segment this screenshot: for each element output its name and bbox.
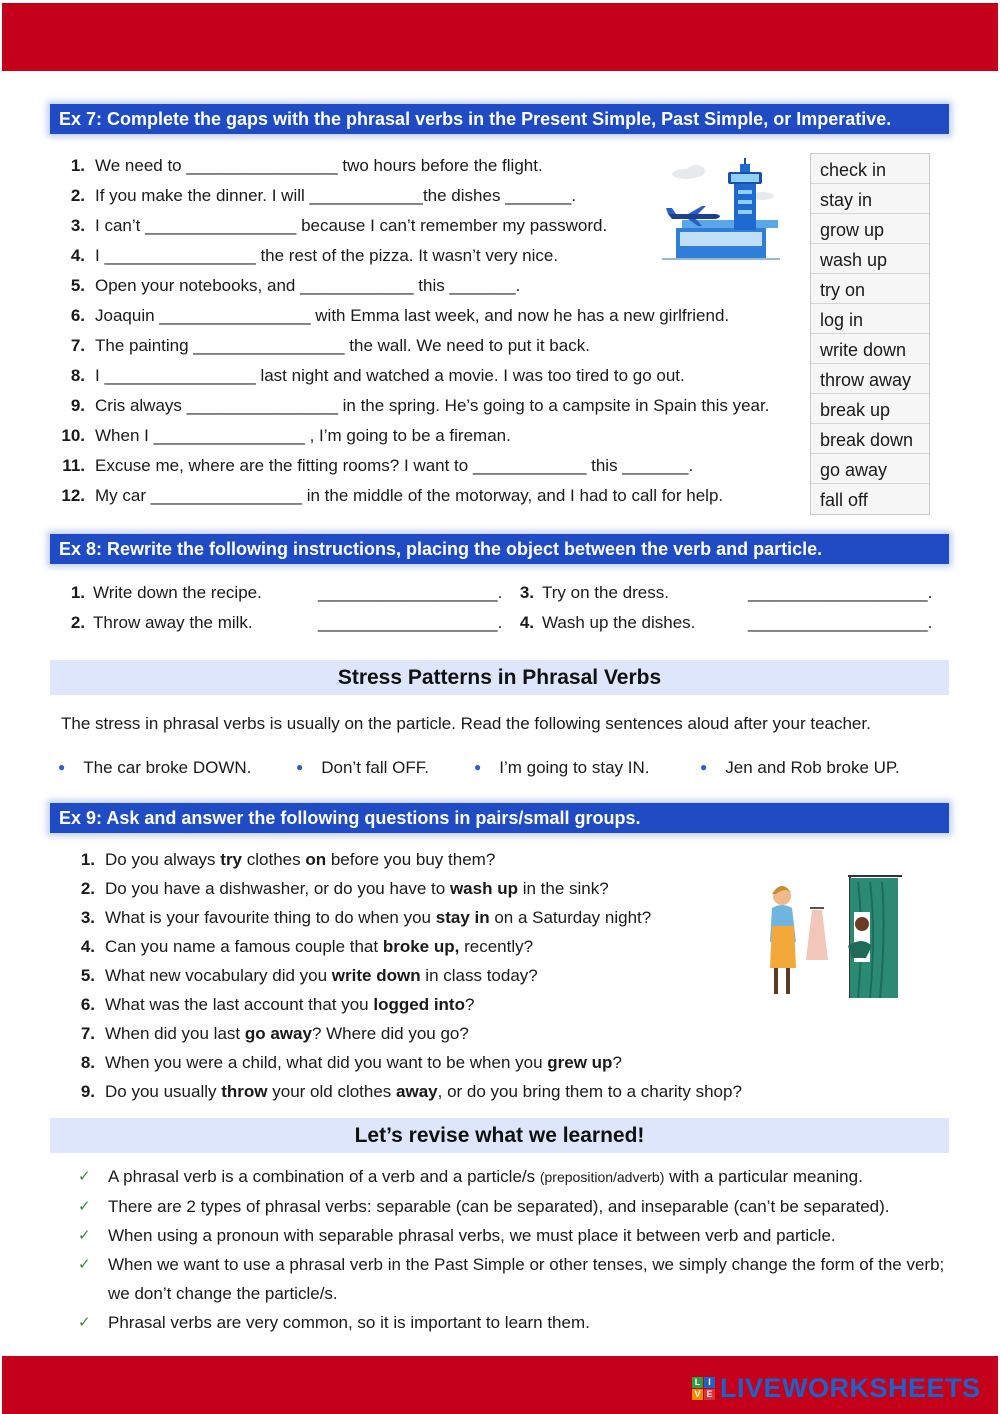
item-text: Wash up the dishes.	[542, 613, 696, 632]
stress-example	[58, 758, 251, 778]
list-item	[55, 391, 805, 421]
item-number: 8.	[80, 1053, 95, 1072]
stress-example-text: The car broke DOWN.	[83, 758, 252, 777]
item-number: 1.	[80, 850, 95, 869]
ex8-item	[512, 608, 933, 638]
item-number: 8.	[70, 366, 85, 385]
item-number: 12.	[61, 486, 85, 505]
item-number: 11.	[62, 456, 85, 475]
item-number: 6.	[70, 306, 85, 325]
word-bank	[810, 153, 930, 515]
item-text[interactable]: Open your notebooks, and ____________ this _______.	[95, 276, 521, 295]
item-text: Write down the recipe.	[93, 583, 262, 602]
ex8-item	[63, 578, 503, 608]
item-number: 5.	[80, 966, 95, 985]
list-item	[55, 331, 805, 361]
item-number: 1.	[70, 583, 85, 602]
list-item	[65, 1077, 825, 1106]
stress-example-text: Don’t fall OFF.	[321, 758, 429, 777]
item-text: What was the last account that you logged into?	[105, 995, 475, 1014]
revise-list	[78, 1162, 948, 1337]
stress-example-text: Jen and Rob broke UP.	[725, 758, 900, 777]
answer-blank[interactable]: ___________________.	[318, 583, 503, 602]
check-icon: ✓	[78, 1198, 91, 1215]
item-number: 5.	[70, 276, 85, 295]
item-number: 6.	[80, 995, 95, 1014]
bullet-icon: ●	[474, 760, 482, 774]
list-item: ✓ Phrasal verbs are very common, so it is important to learn them.	[78, 1308, 948, 1337]
item-number: 3.	[80, 908, 95, 927]
item-number: 7.	[70, 336, 85, 355]
word-bank-item[interactable]: break up	[811, 394, 929, 424]
item-number: 7.	[80, 1024, 95, 1043]
item-text[interactable]: When I ________________ , I’m going to be a fireman.	[95, 426, 511, 445]
check-icon: ✓	[78, 1314, 91, 1331]
item-text: When you were a child, what did you want to be when you grew up?	[105, 1053, 622, 1072]
item-number: 9.	[80, 1082, 95, 1101]
bullet-icon: ●	[58, 760, 66, 774]
list-item	[65, 1048, 825, 1077]
item-text: Try on the dress.	[542, 583, 669, 602]
top-banner	[2, 3, 998, 71]
stress-example-text: I’m going to stay IN.	[499, 758, 650, 777]
word-bank-item[interactable]: check in	[811, 154, 929, 184]
answer-blank[interactable]: ___________________.	[748, 613, 933, 632]
word-bank-item[interactable]: try on	[811, 274, 929, 304]
airport-illustration	[662, 158, 780, 262]
list-item	[65, 903, 825, 932]
check-icon: ✓	[78, 1256, 91, 1273]
item-number: 1.	[70, 156, 85, 175]
bullet-icon: ●	[296, 760, 304, 774]
ex9-list	[65, 845, 825, 1106]
list-item: ✓ A phrasal verb is a combination of a verb and a particle/s (preposition/adverb) with a particular meaning.	[78, 1162, 948, 1192]
list-item	[55, 421, 805, 451]
item-text[interactable]: Joaquin ________________ with Emma last week, and now he has a new girlfriend.	[95, 306, 730, 325]
stress-example	[296, 758, 429, 778]
list-item	[55, 361, 805, 391]
item-text: What is your favourite thing to do when you stay in on a Saturday night?	[105, 908, 652, 927]
revise-title: Let’s revise what we learned!	[50, 1118, 949, 1153]
item-number: 4.	[80, 937, 95, 956]
item-number: 9.	[70, 396, 85, 415]
word-bank-item[interactable]: write down	[811, 334, 929, 364]
answer-blank[interactable]: ___________________.	[748, 583, 933, 602]
bullet-icon: ●	[700, 760, 708, 774]
item-text[interactable]: Excuse me, where are the fitting rooms? I want to ____________ this _______.	[95, 456, 694, 475]
item-text: When did you last go away? Where did you go?	[105, 1024, 469, 1043]
item-number: 4.	[70, 246, 85, 265]
liveworksheets-logo[interactable]	[692, 1373, 981, 1403]
ex8-header: Ex 8: Rewrite the following instructions, placing the object between the verb and particle.	[50, 534, 949, 564]
word-bank-item[interactable]: break down	[811, 424, 929, 454]
item-text: Throw away the milk.	[93, 613, 253, 632]
list-item	[65, 874, 825, 903]
item-text: Do you have a dishwasher, or do you have to wash up in the sink?	[105, 879, 609, 898]
item-number: 2.	[70, 613, 85, 632]
item-text[interactable]: We need to ________________ two hours before the flight.	[95, 156, 543, 175]
stress-example	[474, 758, 649, 778]
item-text[interactable]: I ________________ the rest of the pizza. It wasn’t very nice.	[95, 246, 559, 265]
list-item	[55, 301, 805, 331]
item-number: 2.	[70, 186, 85, 205]
stress-intro: The stress in phrasal verbs is usually on the particle. Read the following sentences aloud after your teacher.	[61, 714, 871, 733]
logo-blocks-icon: L I V E	[692, 1377, 715, 1400]
list-item	[65, 961, 825, 990]
stress-example	[700, 758, 900, 778]
answer-blank[interactable]: ___________________.	[318, 613, 503, 632]
item-number: 10.	[61, 426, 85, 445]
item-text[interactable]: I ________________ last night and watched a movie. I was too tired to go out.	[95, 366, 685, 385]
ex9-header: Ex 9: Ask and answer the following questions in pairs/small groups.	[50, 803, 949, 833]
item-text: What new vocabulary did you write down in class today?	[105, 966, 538, 985]
list-item: ✓ There are 2 types of phrasal verbs: separable (can be separated), and inseparable (can’t be separated).	[78, 1192, 948, 1221]
fitting-room-illustration	[762, 872, 902, 1004]
ex8-item	[63, 608, 503, 638]
list-item	[65, 990, 825, 1019]
list-item: ✓ When using a pronoun with separable phrasal verbs, we must place it between verb and particle.	[78, 1221, 948, 1250]
stress-title: Stress Patterns in Phrasal Verbs	[50, 660, 949, 695]
word-bank-item[interactable]: grow up	[811, 214, 929, 244]
word-bank-item[interactable]: throw away	[811, 364, 929, 394]
item-number: 4.	[519, 613, 534, 632]
item-text[interactable]: My car ________________ in the middle of the motorway, and I had to call for help.	[95, 486, 724, 505]
item-text[interactable]: Cris always ________________ in the spring. He’s going to a campsite in Spain this year.	[95, 396, 770, 415]
word-bank-item[interactable]: wash up	[811, 244, 929, 274]
list-item	[65, 932, 825, 961]
list-item	[55, 481, 805, 511]
item-number: 2.	[80, 879, 95, 898]
item-number: 3.	[70, 216, 85, 235]
word-bank-item[interactable]: stay in	[811, 184, 929, 214]
list-item	[65, 845, 825, 874]
word-bank-item[interactable]: go away	[811, 454, 929, 484]
item-text[interactable]: The painting ________________ the wall. We need to put it back.	[95, 336, 590, 355]
ex8-item	[512, 578, 933, 608]
item-text: Do you always try clothes on before you buy them?	[105, 850, 496, 869]
list-item: ✓ When we want to use a phrasal verb in the Past Simple or other tenses, we simply change the form of the verb; we don’t change the particle/s.	[78, 1250, 948, 1308]
logo-text: LIVEWORKSHEETS	[720, 1372, 981, 1403]
list-item	[65, 1019, 825, 1048]
check-icon: ✓	[78, 1168, 91, 1185]
check-icon: ✓	[78, 1227, 91, 1244]
word-bank-item[interactable]: log in	[811, 304, 929, 334]
list-item	[55, 271, 805, 301]
word-bank-item[interactable]: fall off	[820, 490, 868, 510]
item-text: Do you usually throw your old clothes away, or do you bring them to a charity shop?	[105, 1082, 742, 1101]
item-number: 3.	[519, 583, 534, 602]
item-text[interactable]: I can’t ________________ because I can’t remember my password.	[95, 216, 608, 235]
ex7-header: Ex 7: Complete the gaps with the phrasal verbs in the Present Simple, Past Simple, or Imperative.	[50, 104, 949, 134]
item-text: Can you name a famous couple that broke up, recently?	[105, 937, 534, 956]
item-text[interactable]: If you make the dinner. I will ____________the dishes _______.	[95, 186, 577, 205]
list-item	[55, 451, 805, 481]
